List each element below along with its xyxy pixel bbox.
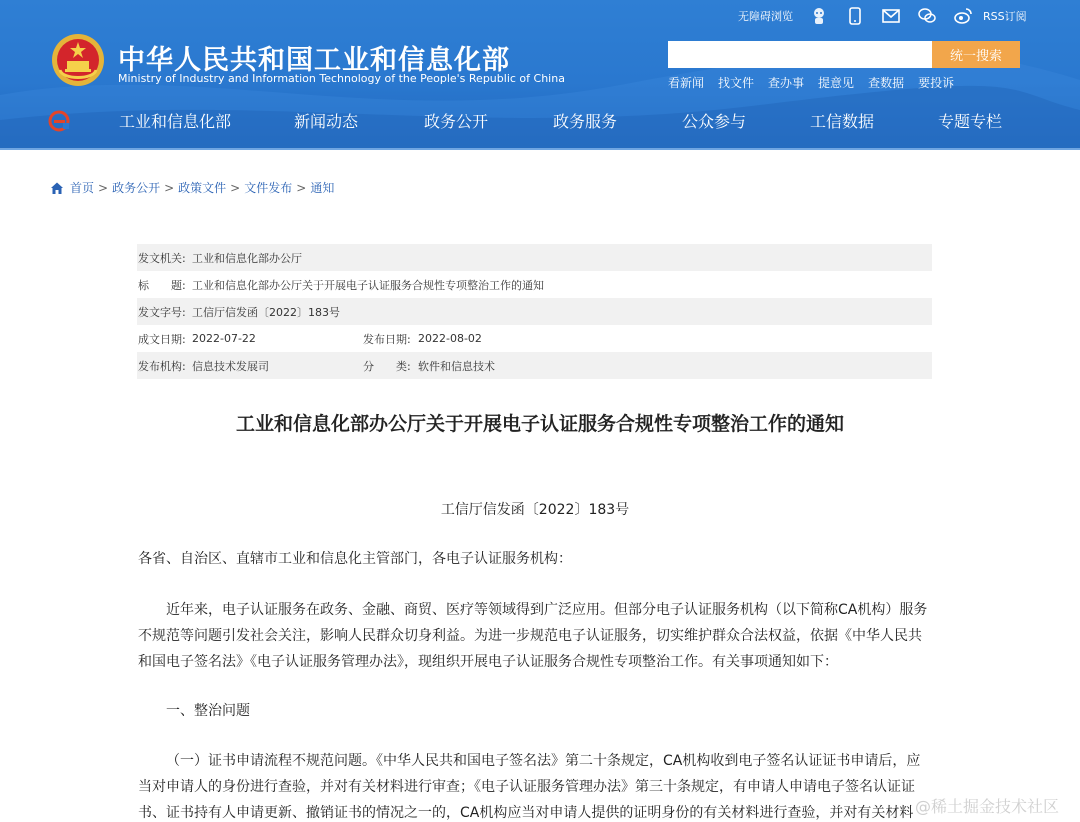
breadcrumb-file-release[interactable]: 文件发布: [244, 181, 293, 195]
info-row-issuer: [137, 244, 932, 271]
wechat-icon[interactable]: [917, 6, 937, 26]
info-row-doc-number: [137, 298, 932, 325]
nav-item-services[interactable]: 政务服务: [553, 112, 618, 131]
quick-link-complaint[interactable]: 要投诉: [918, 76, 955, 90]
mobile-icon[interactable]: [845, 6, 865, 26]
created-date-label: 成文日期:: [138, 332, 186, 346]
quick-link-files[interactable]: 找文件: [718, 76, 755, 90]
info-row-dates: [137, 325, 932, 352]
doc-number-value: 工信厅信发函〔2022〕183号: [192, 305, 340, 319]
accessibility-link[interactable]: 无障碍浏览: [738, 10, 793, 23]
search-button[interactable]: 统一搜索: [932, 41, 1020, 68]
document-intro-paragraph: 近年来，电子认证服务在政务、金融、商贸、医疗等领域得到广泛应用。但部分电子认证服务机构（以下简称CA机构）服务不规范等问题引发社会关注，影响人民群众切身利益。为进一步规范电子认证服务，切实维护群众合法权益，依据《中华人民共和国电子签名法》《电子认证服务管理办法》，现组织开展电子认证服务合规性专项整治工作。有关事项通知如下：: [138, 602, 928, 670]
category-label: 分 类:: [363, 359, 411, 373]
document-salutation: 各省、自治区、直辖市工业和信息化主管部门，各电子认证服务机构：: [138, 551, 572, 567]
site-subtitle: Ministry of Industry and Information Technology of the People's Republic of China: [118, 72, 565, 85]
category-value: 软件和信息技术: [418, 359, 495, 373]
header-divider: [0, 148, 1080, 150]
nav-item-government-affairs[interactable]: 政务公开: [424, 112, 489, 131]
document-info-table: [137, 244, 932, 379]
nav-item-data[interactable]: 工信数据: [810, 112, 875, 131]
breadcrumb-separator: >: [98, 180, 109, 195]
mail-icon[interactable]: [881, 6, 901, 26]
breadcrumb-policy-files[interactable]: 政策文件: [178, 181, 227, 195]
quick-link-data[interactable]: 查数据: [868, 76, 905, 90]
document-number: 工信厅信发函〔2022〕183号: [440, 502, 630, 518]
breadcrumb-separator: >: [230, 180, 241, 195]
top-links: [738, 6, 1027, 26]
main-nav: [0, 109, 1080, 135]
breadcrumb: [50, 179, 334, 196]
nav-item-news[interactable]: 新闻动态: [294, 112, 359, 131]
nav-item-topics[interactable]: 专题专栏: [938, 112, 1003, 131]
org-label: 发布机构:: [138, 359, 186, 373]
quick-links: [668, 74, 954, 91]
nav-item-ministry[interactable]: 工业和信息化部: [119, 112, 232, 131]
breadcrumb-separator: >: [296, 180, 307, 195]
quick-link-services[interactable]: 查办事: [768, 76, 805, 90]
document-title: 工业和信息化部办公厅关于开展电子认证服务合规性专项整治工作的通知: [235, 413, 844, 435]
site-header: [0, 0, 1080, 150]
breadcrumb-notice[interactable]: 通知: [310, 181, 335, 195]
created-date-value: 2022-07-22: [192, 332, 256, 345]
quick-link-feedback[interactable]: 提意见: [818, 76, 855, 90]
nav-item-participation[interactable]: 公众参与: [682, 112, 747, 131]
section-item-paragraph: （一）证书申请流程不规范问题。《中华人民共和国电子签名法》第二十条规定，CA机构收到电子签名认证证书申请后，应当对申请人的身份进行查验，并对有关材料进行审查；《电子认证服务管理办法》第三十条规定，有申请人申请电子签名认证证书、证书持有人申请更新、撤销证书的情况之一的，CA机构应当对申请人提供的证明身份的有关材料进行查验，并对有关材料: [138, 753, 921, 821]
section-heading: 一、整治问题: [166, 703, 250, 719]
robot-assistant-icon[interactable]: [809, 6, 829, 26]
breadcrumb-home[interactable]: 首页: [70, 181, 95, 195]
title-value: 工业和信息化部办公厅关于开展电子认证服务合规性专项整治工作的通知: [192, 278, 544, 292]
rss-link[interactable]: RSS订阅: [983, 10, 1027, 23]
org-value: 信息技术发展司: [192, 359, 269, 373]
watermark: @稀土掘金技术社区: [915, 797, 1060, 816]
national-emblem-icon: [50, 32, 106, 88]
quick-link-news[interactable]: 看新闻: [668, 76, 705, 90]
site-title: 中华人民共和国工业和信息化部: [118, 45, 510, 76]
search-input[interactable]: [668, 41, 932, 68]
doc-number-label: 发文字号:: [138, 305, 186, 319]
weibo-icon[interactable]: [953, 6, 973, 26]
title-label: 标 题:: [138, 278, 186, 292]
breadcrumb-separator: >: [164, 180, 175, 195]
issuer-value: 工业和信息化部办公厅: [192, 251, 302, 265]
issuer-label: 发文机关:: [138, 251, 186, 265]
published-date-value: 2022-08-02: [418, 332, 482, 345]
home-icon: [50, 181, 64, 195]
info-row-org-category: [137, 352, 932, 379]
published-date-label: 发布日期:: [363, 332, 411, 346]
info-row-title: [137, 271, 932, 298]
breadcrumb-government-affairs[interactable]: 政务公开: [112, 181, 161, 195]
